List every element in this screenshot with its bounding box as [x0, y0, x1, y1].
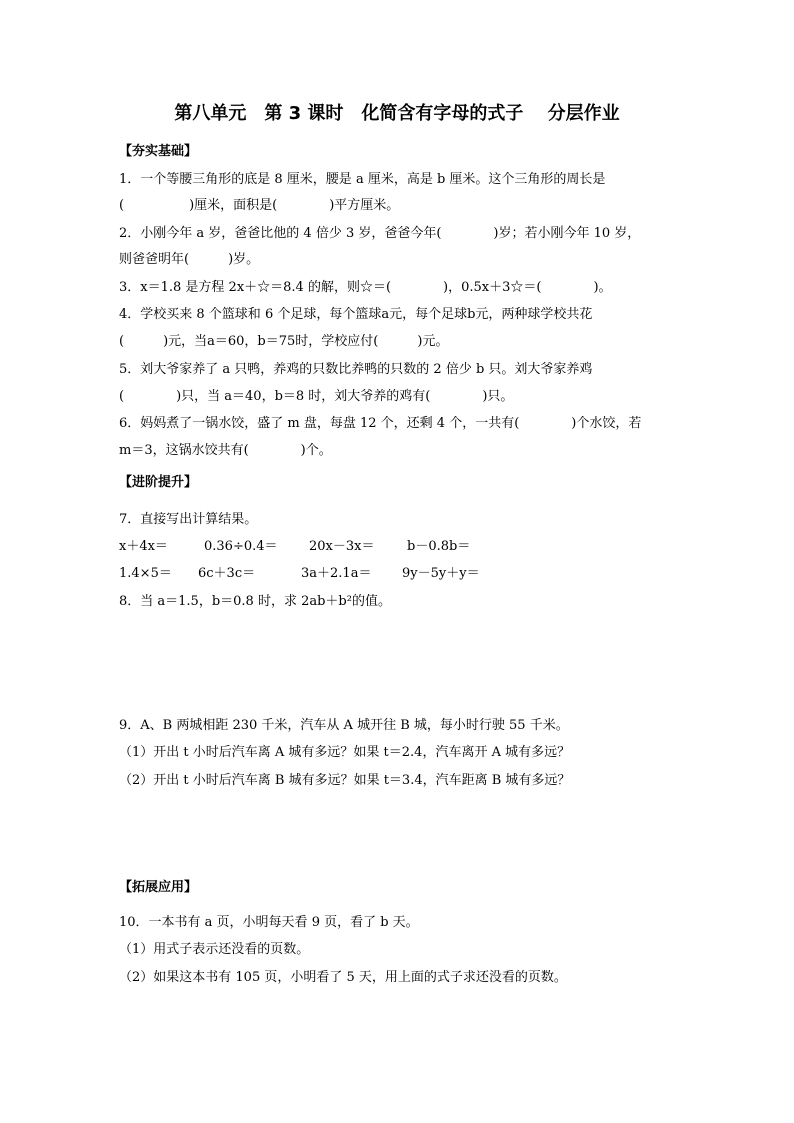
question-7: 7．直接写出计算结果。 — [119, 512, 258, 527]
page-title: 第八单元 第 3 课时 化简含有字母的式子 分层作业 — [174, 103, 620, 124]
calc-item: 3a＋2.1a＝ — [301, 566, 372, 581]
question-10-part-1: （1）用式子表示还没看的页数。 — [119, 942, 310, 957]
question-4-line-2: ( )元，当a＝60，b＝75时，学校应付( )元。 — [119, 334, 449, 349]
calc-item: b－0.8b＝ — [407, 539, 471, 554]
question-5-line-1: 5．刘大爷家养了 a 只鸭，养鸡的只数比养鸭的只数的 2 倍少 b 只。刘大爷家养鸡 — [119, 362, 593, 377]
question-2-line-1: 2．小刚今年 a 岁，爸爸比他的 4 倍少 3 岁，爸爸今年( )岁；若小刚今年 10 岁， — [119, 226, 641, 241]
question-6-line-2: m＝3，这锅水饺共有( )个。 — [119, 443, 332, 458]
question-4-line-1: 4．学校买来 8 个篮球和 6 个足球，每个篮球a元，每个足球b元，两种球学校共花 — [119, 307, 593, 322]
question-10-part-2: （2）如果这本书有 105 页，小明看了 5 天，用上面的式子求还没看的页数。 — [119, 970, 567, 985]
question-9-part-2: （2）开出 t 小时后汽车离 B 城有多远？如果 t＝3.4，汽车距离 B 城有多远？ — [119, 773, 571, 788]
calc-item: 1.4×5＝ — [119, 566, 172, 581]
question-2-line-2: 则爸爸明年( )岁。 — [119, 252, 260, 267]
question-5-line-2: ( )只，当 a＝40，b＝8 时，刘大爷养的鸡有( )只。 — [119, 389, 514, 404]
calc-item: 9y－5y＋y＝ — [402, 566, 480, 581]
question-10-line-1: 10．一本书有 a 页，小明每天看 9 页，看了 b 天。 — [119, 915, 419, 930]
question-1-line-1: 1．一个等腰三角形的底是 8 厘米，腰是 a 厘米，高是 b 厘米。这个三角形的周长是 — [119, 172, 606, 187]
question-9-part-1: （1）开出 t 小时后汽车离 A 城有多远？如果 t＝2.4，汽车离开 A 城有多远？ — [119, 745, 571, 760]
question-1-line-2: ( )厘米，面积是( )平方厘米。 — [119, 198, 400, 213]
calc-item: x＋4x＝ — [119, 539, 168, 554]
calc-item: 6c＋3c＝ — [198, 566, 256, 581]
question-9-line-1: 9．A、B 两城相距 230 千米，汽车从 A 城开往 B 城，每小时行驶 55 千米。 — [119, 718, 569, 733]
question-8: 8．当 a＝1.5，b＝0.8 时，求 2ab＋b²的值。 — [119, 594, 391, 609]
question-6-line-1: 6．妈妈煮了一锅水饺，盛了 m 盘，每盘 12 个，还剩 4 个，一共有( )个水饺，若 — [119, 416, 642, 431]
section-heading-extension: 【拓展应用】 — [119, 880, 198, 895]
section-heading-advanced: 【进阶提升】 — [119, 475, 198, 490]
calc-item: 0.36÷0.4＝ — [204, 539, 278, 554]
section-heading-basic: 【夯实基础】 — [119, 144, 198, 159]
question-3-line-1: 3．x＝1.8 是方程 2x＋☆＝8.4 的解，则☆＝( )，0.5x＋3☆＝( )。 — [119, 280, 612, 295]
calc-item: 20x－3x＝ — [309, 539, 375, 554]
